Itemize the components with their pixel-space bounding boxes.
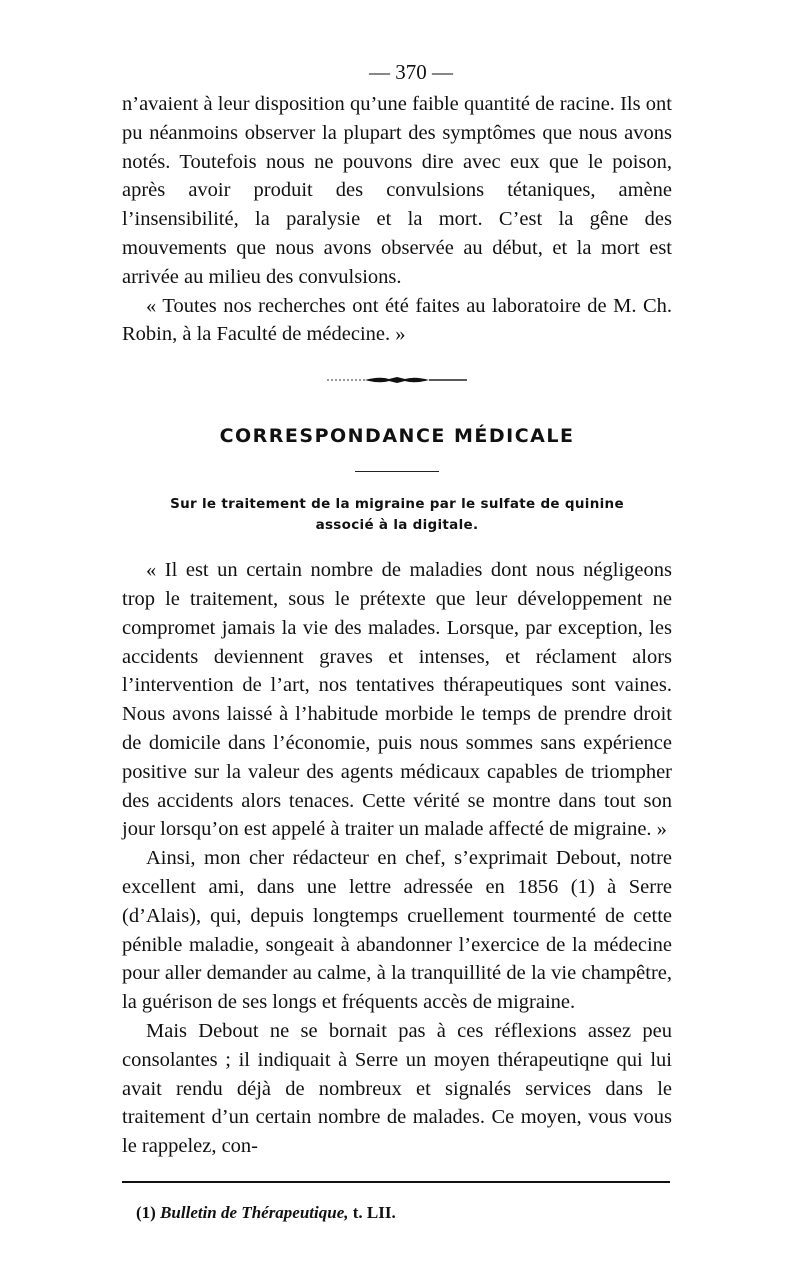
body-paragraph-3: Mais Debout ne se bornait pas à ces réflexions assez peu consolantes ; il indiquait à Serre un moyen thérapeutiqne qui lui avait rendu déjà de nombreux et signalés services dans le traitement d’un certain nombre de malades. Ce moyen, vous vous le rappelez, con- [122, 1019, 672, 1158]
footnote-mark: (1) [136, 1202, 156, 1222]
footnote-volume: t. LII. [352, 1202, 396, 1222]
article-subtitle [122, 494, 672, 536]
subtitle-line-2: associé à la digitale. [315, 517, 479, 534]
intro-paragraph-1: n’avaient à leur disposition qu’une faible quantité de racine. Ils ont pu néanmoins observer la plupart des symptômes que nous avons notés. Toutefois nous ne pouvons dire avec eux que le poison, après avoir produit des convulsions tétaniques, amène l’insensibilité, la paralysie et la mort. C’est la gêne des mouvements que nous avons observée au début, et la mort est arrivée au milieu des convulsions. [122, 93, 672, 288]
body-paragraph-1: « Il est un certain nombre de maladies dont nous négligeons trop le traitement, sous le prétexte que leur développement ne compromet jamais la vie des malades. Lorsque, par exception, les accidents deviennent graves et intenses, et réclament alors l’intervention de l’art, nos tentatives thérapeutiques sont vaines. Nous avons laissé à l’habitude morbide le temps de prendre droit de domicile dans l’économie, puis nous sommes sans expérience positive sur la valeur des agents médicaux capables de triompher des accidents alors tenaces. Cette vérité se montre dans tout son jour lorsqu’on est appelé à traiter un malade affecté de migraine. » [122, 559, 672, 841]
footnote [136, 1201, 672, 1225]
section-title: CORRESPONDANCE MÉDICALE [219, 425, 575, 448]
book-page [122, 58, 672, 1225]
ornament-divider-icon [327, 375, 467, 385]
intro-paragraph-2: « Toutes nos recherches ont été faites au laboratoire de M. Ch. Robin, à la Faculté de médecine. » [122, 294, 672, 346]
footnote-source: Bulletin de Thérapeutique, [160, 1202, 349, 1222]
footnote-rule [122, 1181, 670, 1183]
title-rule [355, 471, 439, 472]
body-paragraph-2: Ainsi, mon cher rédacteur en chef, s’exprimait Debout, notre excellent ami, dans une lettre adressée en 1856 (1) à Serre (d’Alais), qui, depuis longtemps cruellement tourmenté de cette pénible maladie, songeait à abandonner l’exercice de la médecine pour aller demander au calme, à la tranquillité de la vie champêtre, la guérison de ses longs et fréquents accès de migraine. [122, 847, 672, 1014]
subtitle-line-1: Sur le traitement de la migraine par le sulfate de quinine [170, 496, 624, 513]
page-number: — 370 — [369, 60, 453, 84]
